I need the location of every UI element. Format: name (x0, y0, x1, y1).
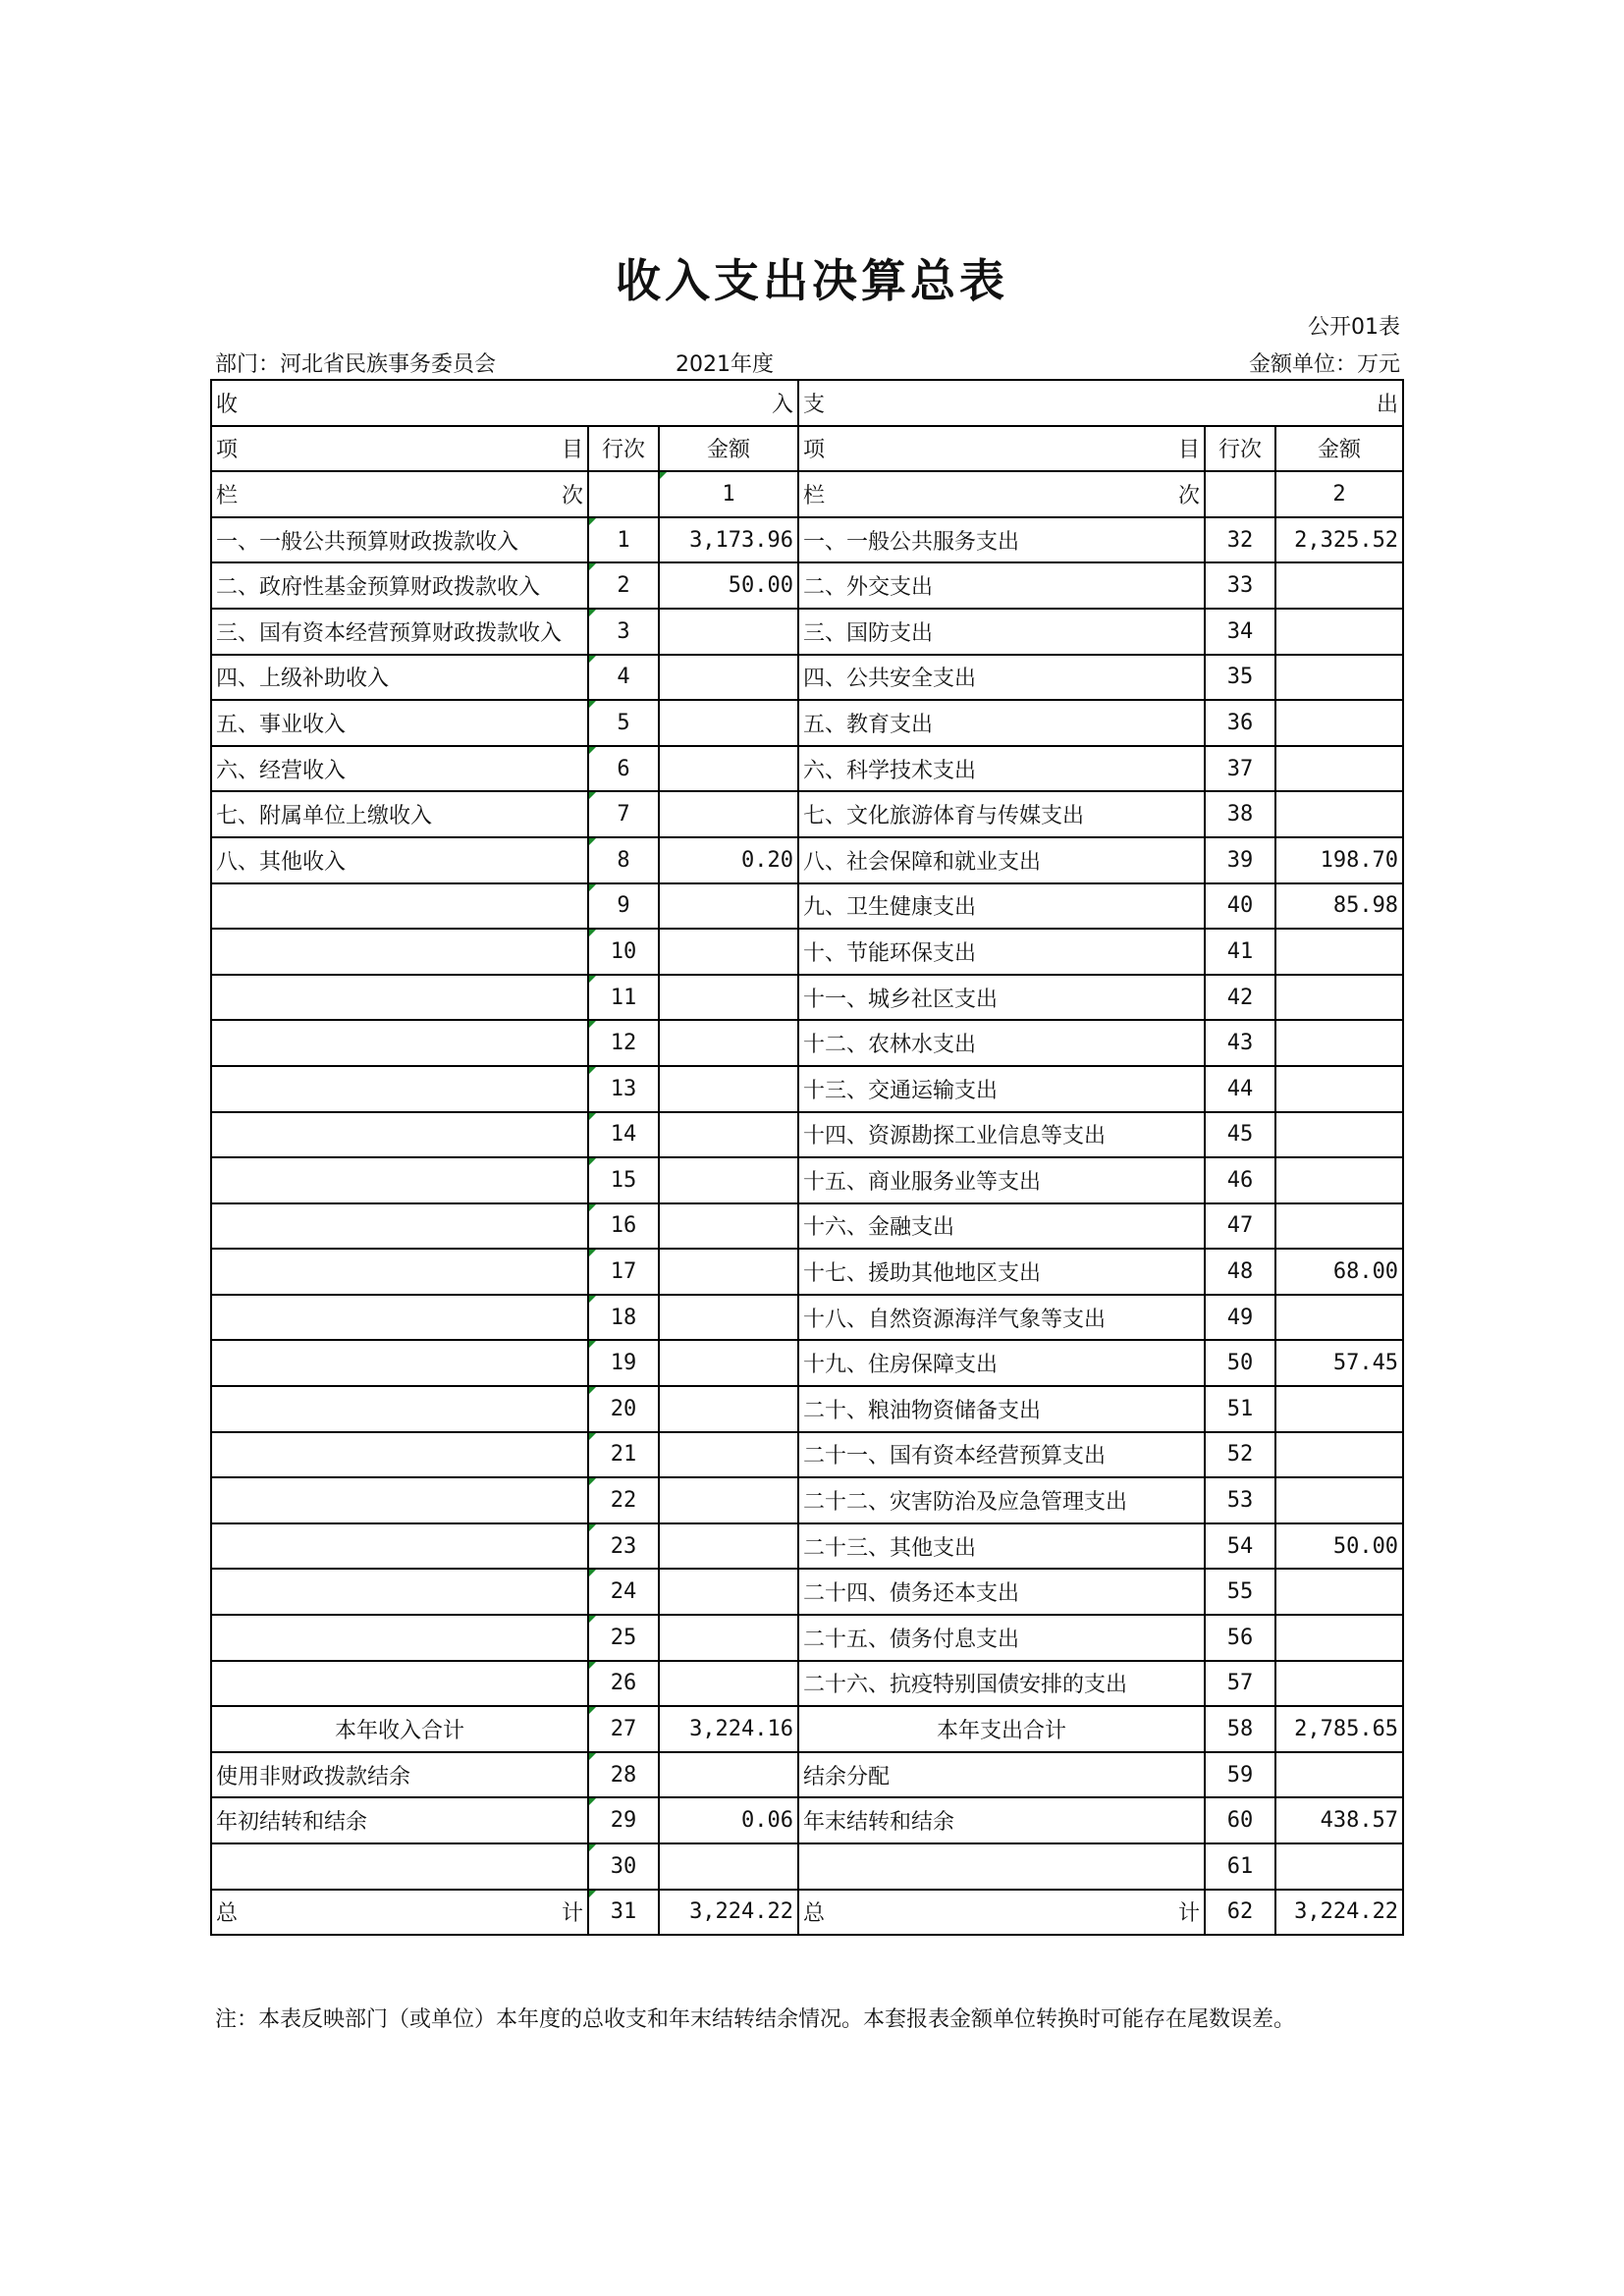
income-row-no: 7 (588, 791, 659, 837)
expense-item-label (798, 1843, 1205, 1890)
expense-amount (1275, 929, 1403, 975)
income-item-label (211, 1112, 588, 1158)
income-row-no: 2 (588, 562, 659, 609)
income-amount (659, 791, 798, 837)
expense-row-no: 35 (1205, 655, 1275, 701)
income-item-label (211, 883, 588, 930)
income-item-label (211, 1661, 588, 1707)
grand-income-label: 总 计 (211, 1890, 588, 1936)
year-expense-total-amount: 2,785.65 (1275, 1706, 1403, 1752)
expense-amount (1275, 1432, 1403, 1478)
expense-amount (1275, 1203, 1403, 1250)
expense-amount (1275, 1752, 1403, 1798)
expense-amount (1275, 1157, 1403, 1203)
income-row-no: 13 (588, 1066, 659, 1112)
income-item-label (211, 1203, 588, 1250)
income-amount-header: 金额 (659, 426, 798, 472)
expense-col-index: 2 (1275, 471, 1403, 517)
table-row (211, 1523, 1403, 1570)
income-item-label (211, 1615, 588, 1661)
income-row-no: 6 (588, 746, 659, 792)
expense-row-no: 34 (1205, 609, 1275, 655)
income-amount (659, 883, 798, 930)
expense-amount: 57.45 (1275, 1340, 1403, 1386)
expense-row-no: 56 (1205, 1615, 1275, 1661)
expense-item-label: 八、社会保障和就业支出 (798, 837, 1205, 883)
table-row (211, 700, 1403, 746)
income-row-no: 11 (588, 975, 659, 1021)
expense-amount (1275, 1615, 1403, 1661)
expense-row-no: 43 (1205, 1020, 1275, 1066)
expense-item-header: 项 目 (798, 426, 1205, 472)
income-row-no: 25 (588, 1615, 659, 1661)
header-row-col-index (211, 471, 1403, 517)
income-row-no: 10 (588, 929, 659, 975)
income-amount (659, 1066, 798, 1112)
income-item-label: 一、一般公共预算财政拨款收入 (211, 517, 588, 563)
income-amount (659, 655, 798, 701)
expense-amount (1275, 1066, 1403, 1112)
form-number: 公开01表 (1308, 315, 1400, 340)
income-row-no: 14 (588, 1112, 659, 1158)
expense-row-no: 54 (1205, 1523, 1275, 1570)
table-row (211, 1386, 1403, 1432)
income-amount (659, 609, 798, 655)
unit-label: 金额单位：万元 (1248, 352, 1400, 377)
expense-row-no: 57 (1205, 1661, 1275, 1707)
expense-row-no: 61 (1205, 1843, 1275, 1890)
expense-item-label: 一、一般公共服务支出 (798, 517, 1205, 563)
income-header: 收 入 (211, 380, 798, 426)
expense-item-label: 六、科学技术支出 (798, 746, 1205, 792)
header-row-section (211, 380, 1403, 426)
table-row (211, 562, 1403, 609)
expense-amount (1275, 1020, 1403, 1066)
grand-expense-no: 62 (1205, 1890, 1275, 1936)
income-row-no: 4 (588, 655, 659, 701)
table-row (211, 517, 1403, 563)
income-row-no: 16 (588, 1203, 659, 1250)
expense-row-no: 51 (1205, 1386, 1275, 1432)
income-item-label (211, 1020, 588, 1066)
expense-amount (1275, 1295, 1403, 1341)
income-item-label: 四、上级补助收入 (211, 655, 588, 701)
table-row (211, 975, 1403, 1021)
income-row-no: 9 (588, 883, 659, 930)
income-amount (659, 1432, 798, 1478)
income-amount: 3,173.96 (659, 517, 798, 563)
expense-row-no: 32 (1205, 517, 1275, 563)
expense-amount (1275, 1477, 1403, 1523)
income-item-label: 六、经营收入 (211, 746, 588, 792)
year-label: 2021年度 (676, 352, 774, 377)
income-item-label (211, 1157, 588, 1203)
table-row (211, 837, 1403, 883)
income-row-no: 23 (588, 1523, 659, 1570)
table-row (211, 1066, 1403, 1112)
table-row (211, 1157, 1403, 1203)
income-amount (659, 1523, 798, 1570)
income-amount (659, 1752, 798, 1798)
income-item-label (211, 1432, 588, 1478)
table-row (211, 929, 1403, 975)
income-item-label (211, 1843, 588, 1890)
table-row (211, 1477, 1403, 1523)
table-row (211, 1295, 1403, 1341)
table-row (211, 1249, 1403, 1295)
department-label: 部门：河北省民族事务委员会 (215, 352, 497, 377)
year-income-total-no: 27 (588, 1706, 659, 1752)
expense-amount (1275, 975, 1403, 1021)
expense-row-no: 40 (1205, 883, 1275, 930)
expense-row-no: 50 (1205, 1340, 1275, 1386)
income-row-no: 17 (588, 1249, 659, 1295)
income-row-no: 26 (588, 1661, 659, 1707)
table-row (211, 1203, 1403, 1250)
year-expense-total-label: 本年支出合计 (798, 1706, 1205, 1752)
expense-amount-header: 金额 (1275, 426, 1403, 472)
table-row (211, 1661, 1403, 1707)
income-row-no: 5 (588, 700, 659, 746)
income-amount (659, 975, 798, 1021)
income-amount (659, 1569, 798, 1615)
expense-row-no: 41 (1205, 929, 1275, 975)
income-row-no: 12 (588, 1020, 659, 1066)
expense-amount (1275, 1569, 1403, 1615)
income-item-label (211, 1523, 588, 1570)
table-row (211, 1752, 1403, 1798)
income-amount: 0.06 (659, 1797, 798, 1843)
expense-amount: 85.98 (1275, 883, 1403, 930)
table-row (211, 1020, 1403, 1066)
expense-amount: 438.57 (1275, 1797, 1403, 1843)
table-row (211, 1569, 1403, 1615)
income-item-label (211, 975, 588, 1021)
income-amount (659, 929, 798, 975)
expense-amount (1275, 1661, 1403, 1707)
grand-income-amount: 3,224.22 (659, 1890, 798, 1936)
expense-item-label: 十八、自然资源海洋气象等支出 (798, 1295, 1205, 1341)
table-row (211, 609, 1403, 655)
expense-row-no: 33 (1205, 562, 1275, 609)
expense-item-label: 结余分配 (798, 1752, 1205, 1798)
table-row (211, 883, 1403, 930)
expense-amount (1275, 562, 1403, 609)
income-item-label (211, 1066, 588, 1112)
income-col-index-label: 栏 次 (211, 471, 588, 517)
expense-amount (1275, 609, 1403, 655)
expense-item-label: 十、节能环保支出 (798, 929, 1205, 975)
expense-amount (1275, 1386, 1403, 1432)
income-amount: 0.20 (659, 837, 798, 883)
expense-item-label: 十四、资源勘探工业信息等支出 (798, 1112, 1205, 1158)
income-amount (659, 1615, 798, 1661)
year-income-total-label: 本年收入合计 (211, 1706, 588, 1752)
expense-item-label: 三、国防支出 (798, 609, 1205, 655)
income-amount (659, 1386, 798, 1432)
budget-table (210, 379, 1404, 1936)
expense-item-label: 五、教育支出 (798, 700, 1205, 746)
year-total-row (211, 1706, 1403, 1752)
table-row (211, 746, 1403, 792)
expense-amount: 68.00 (1275, 1249, 1403, 1295)
expense-header: 支 出 (798, 380, 1403, 426)
expense-col-index-empty (1205, 471, 1275, 517)
table-row (211, 655, 1403, 701)
expense-item-label: 二十五、债务付息支出 (798, 1615, 1205, 1661)
table-row (211, 1843, 1403, 1890)
expense-item-label: 二、外交支出 (798, 562, 1205, 609)
expense-amount (1275, 1112, 1403, 1158)
expense-row-no: 49 (1205, 1295, 1275, 1341)
expense-item-label: 二十、粮油物资储备支出 (798, 1386, 1205, 1432)
income-amount (659, 1843, 798, 1890)
expense-item-label: 二十三、其他支出 (798, 1523, 1205, 1570)
expense-item-label: 十三、交通运输支出 (798, 1066, 1205, 1112)
expense-row-no: 37 (1205, 746, 1275, 792)
income-item-label: 七、附属单位上缴收入 (211, 791, 588, 837)
expense-item-label: 二十四、债务还本支出 (798, 1569, 1205, 1615)
expense-item-label: 二十一、国有资本经营预算支出 (798, 1432, 1205, 1478)
income-amount (659, 1203, 798, 1250)
income-row-no: 18 (588, 1295, 659, 1341)
income-item-label: 使用非财政拨款结余 (211, 1752, 588, 1798)
income-col-index: 1 (659, 471, 798, 517)
footnote: 注：本表反映部门（或单位）本年度的总收支和年末结转结余情况。本套报表金额单位转换时可能存在尾数误差。 (215, 2007, 1296, 2032)
income-item-label (211, 1569, 588, 1615)
expense-row-no: 60 (1205, 1797, 1275, 1843)
expense-row-no: 36 (1205, 700, 1275, 746)
expense-item-label: 十九、住房保障支出 (798, 1340, 1205, 1386)
grand-total-row (211, 1890, 1403, 1936)
expense-col-index-label: 栏 次 (798, 471, 1205, 517)
expense-item-label: 十五、商业服务业等支出 (798, 1157, 1205, 1203)
table-row (211, 791, 1403, 837)
income-amount: 50.00 (659, 562, 798, 609)
income-row-no: 22 (588, 1477, 659, 1523)
income-item-label (211, 1249, 588, 1295)
income-row-no: 24 (588, 1569, 659, 1615)
expense-item-label: 十二、农林水支出 (798, 1020, 1205, 1066)
expense-amount: 2,325.52 (1275, 517, 1403, 563)
expense-amount (1275, 791, 1403, 837)
income-row-no: 21 (588, 1432, 659, 1478)
income-amount (659, 1295, 798, 1341)
expense-row-no: 46 (1205, 1157, 1275, 1203)
expense-amount: 50.00 (1275, 1523, 1403, 1570)
expense-item-label: 十一、城乡社区支出 (798, 975, 1205, 1021)
income-row-no: 1 (588, 517, 659, 563)
income-row-no: 28 (588, 1752, 659, 1798)
income-item-header: 项 目 (211, 426, 588, 472)
expense-amount (1275, 655, 1403, 701)
expense-amount: 198.70 (1275, 837, 1403, 883)
income-amount (659, 1157, 798, 1203)
expense-item-label: 二十二、灾害防治及应急管理支出 (798, 1477, 1205, 1523)
expense-row-no: 52 (1205, 1432, 1275, 1478)
expense-row-no: 47 (1205, 1203, 1275, 1250)
income-item-label: 年初结转和结余 (211, 1797, 588, 1843)
income-amount (659, 1661, 798, 1707)
expense-row-no-header: 行次 (1205, 426, 1275, 472)
expense-row-no: 44 (1205, 1066, 1275, 1112)
grand-income-no: 31 (588, 1890, 659, 1936)
expense-item-label: 十七、援助其他地区支出 (798, 1249, 1205, 1295)
income-row-no: 19 (588, 1340, 659, 1386)
income-row-no: 29 (588, 1797, 659, 1843)
expense-amount (1275, 700, 1403, 746)
income-item-label: 五、事业收入 (211, 700, 588, 746)
income-amount (659, 1249, 798, 1295)
income-row-no: 3 (588, 609, 659, 655)
income-row-no: 30 (588, 1843, 659, 1890)
expense-item-label: 四、公共安全支出 (798, 655, 1205, 701)
income-col-index-empty (588, 471, 659, 517)
table-row (211, 1797, 1403, 1843)
expense-row-no: 42 (1205, 975, 1275, 1021)
expense-item-label: 二十六、抗疫特别国债安排的支出 (798, 1661, 1205, 1707)
expense-row-no: 39 (1205, 837, 1275, 883)
header-row-columns (211, 426, 1403, 472)
expense-row-no: 59 (1205, 1752, 1275, 1798)
expense-item-label: 七、文化旅游体育与传媒支出 (798, 791, 1205, 837)
expense-row-no: 45 (1205, 1112, 1275, 1158)
expense-item-label: 十六、金融支出 (798, 1203, 1205, 1250)
income-row-no: 20 (588, 1386, 659, 1432)
income-item-label (211, 1340, 588, 1386)
income-item-label: 二、政府性基金预算财政拨款收入 (211, 562, 588, 609)
income-amount (659, 746, 798, 792)
income-amount (659, 1477, 798, 1523)
year-expense-total-no: 58 (1205, 1706, 1275, 1752)
income-row-no: 8 (588, 837, 659, 883)
year-income-total-amount: 3,224.16 (659, 1706, 798, 1752)
table-row (211, 1340, 1403, 1386)
income-amount (659, 1340, 798, 1386)
income-item-label (211, 929, 588, 975)
grand-expense-label: 总 计 (798, 1890, 1205, 1936)
expense-amount (1275, 746, 1403, 792)
expense-item-label: 年末结转和结余 (798, 1797, 1205, 1843)
income-item-label (211, 1386, 588, 1432)
table-row (211, 1432, 1403, 1478)
income-item-label: 八、其他收入 (211, 837, 588, 883)
income-amount (659, 1020, 798, 1066)
expense-item-label: 九、卫生健康支出 (798, 883, 1205, 930)
income-amount (659, 1112, 798, 1158)
table-row (211, 1615, 1403, 1661)
expense-row-no: 38 (1205, 791, 1275, 837)
page-title: 收入支出决算总表 (616, 254, 1008, 307)
expense-row-no: 53 (1205, 1477, 1275, 1523)
income-amount (659, 700, 798, 746)
income-item-label (211, 1295, 588, 1341)
expense-row-no: 48 (1205, 1249, 1275, 1295)
income-row-no-header: 行次 (588, 426, 659, 472)
income-item-label: 三、国有资本经营预算财政拨款收入 (211, 609, 588, 655)
income-item-label (211, 1477, 588, 1523)
expense-amount (1275, 1843, 1403, 1890)
income-row-no: 15 (588, 1157, 659, 1203)
expense-row-no: 55 (1205, 1569, 1275, 1615)
table-row (211, 1112, 1403, 1158)
grand-expense-amount: 3,224.22 (1275, 1890, 1403, 1936)
